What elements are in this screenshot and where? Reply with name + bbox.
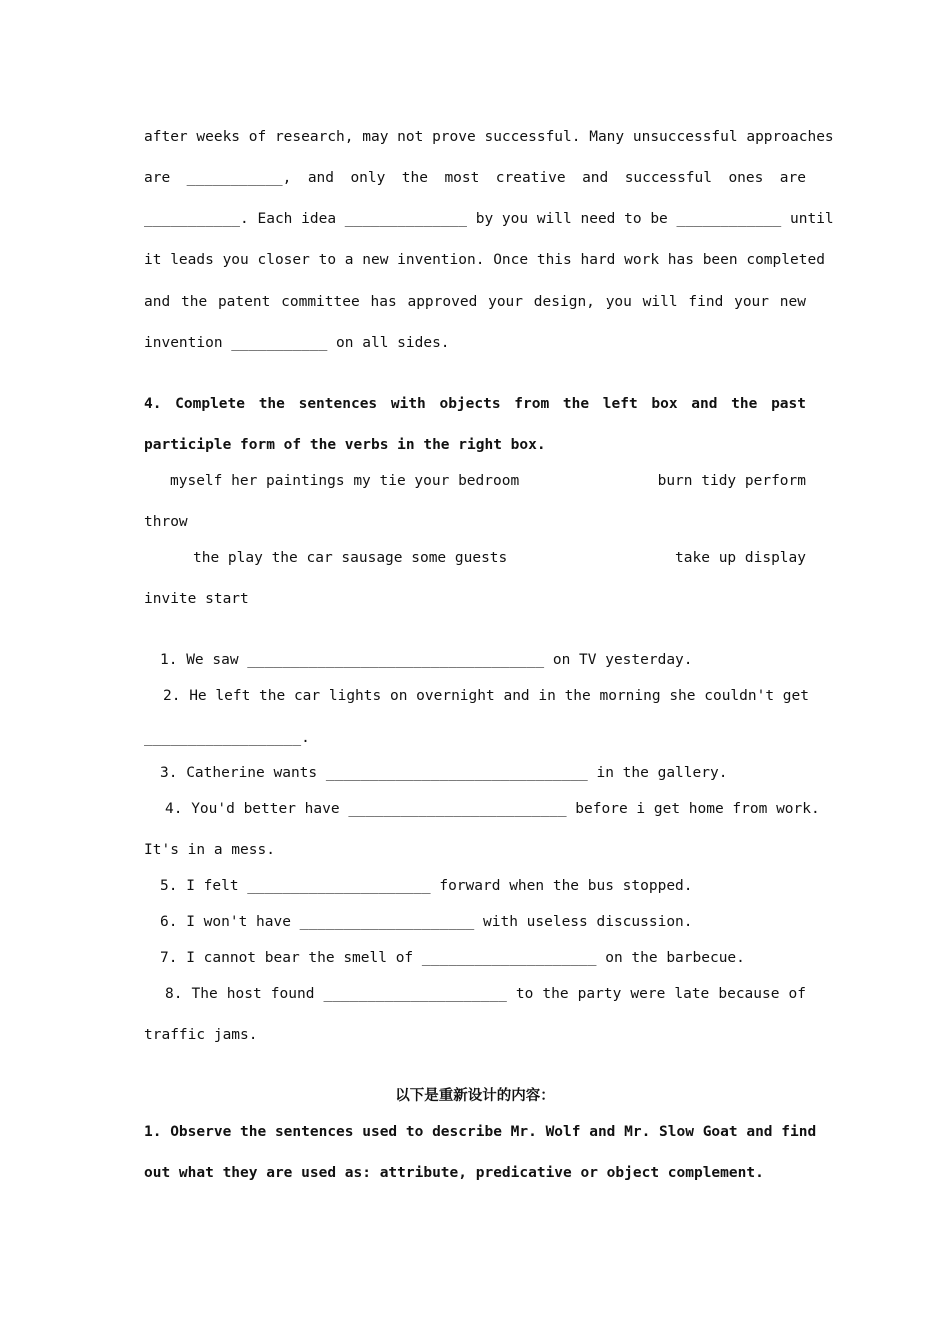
exercise-item-4: 4. You'd better have _________________________ before i get home from work. (165, 801, 820, 817)
redesign-question-1-continued: out what they are used as: attribute, predicative or object complement. (144, 1165, 764, 1181)
redesign-question-1: 1. Observe the sentences used to describe Mr. Wolf and Mr. Slow Goat and find (144, 1124, 817, 1140)
paragraph-line-1: after weeks of research, may not prove successful. Many unsuccessful approaches (144, 129, 834, 145)
exercise-4-heading-continued: participle form of the verbs in the right box. (144, 437, 546, 453)
exercise-item-2: 2. He left the car lights on overnight and in the morning she couldn't get (163, 688, 810, 704)
exercise-item-3: 3. Catherine wants ______________________________ in the gallery. (160, 765, 728, 781)
right-box-row-1-wrap: throw (144, 514, 188, 530)
exercise-item-5: 5. I felt _____________________ forward when the bus stopped. (160, 878, 693, 894)
left-box-row-1: myself her paintings my tie your bedroom (170, 473, 520, 489)
exercise-item-1: 1. We saw __________________________________ on TV yesterday. (160, 652, 693, 668)
right-box-row-2: take up display (675, 550, 806, 566)
paragraph-line-5: and the patent committee has approved your design, you will find your new (144, 294, 806, 310)
exercise-item-8-continued: traffic jams. (144, 1027, 258, 1043)
exercise-item-4-continued: It's in a mess. (144, 842, 275, 858)
exercise-item-6: 6. I won't have ____________________ with useless discussion. (160, 914, 693, 930)
left-box-row-2: the play the car sausage some guests (193, 550, 508, 566)
paragraph-line-3: ___________. Each idea ______________ by you will need to be ____________ until (144, 211, 834, 227)
exercise-item-8: 8. The host found _____________________ to the party were late because of (165, 986, 806, 1002)
paragraph-line-4: it leads you closer to a new invention. Once this hard work has been completed (144, 252, 825, 268)
right-box-row-2-wrap: invite start (144, 591, 249, 607)
exercise-item-7: 7. I cannot bear the smell of ____________________ on the barbecue. (160, 950, 745, 966)
paragraph-line-2: are ___________, and only the most creative and successful ones are (144, 170, 806, 186)
exercise-4-heading: 4. Complete the sentences with objects from the left box and the past (144, 396, 806, 412)
redesign-section-title: 以下是重新设计的内容： (395, 1088, 555, 1104)
right-box-row-1: burn tidy perform (657, 473, 806, 489)
exercise-item-2-continued: __________________. (144, 730, 310, 746)
paragraph-line-6: invention ___________ on all sides. (144, 335, 450, 351)
